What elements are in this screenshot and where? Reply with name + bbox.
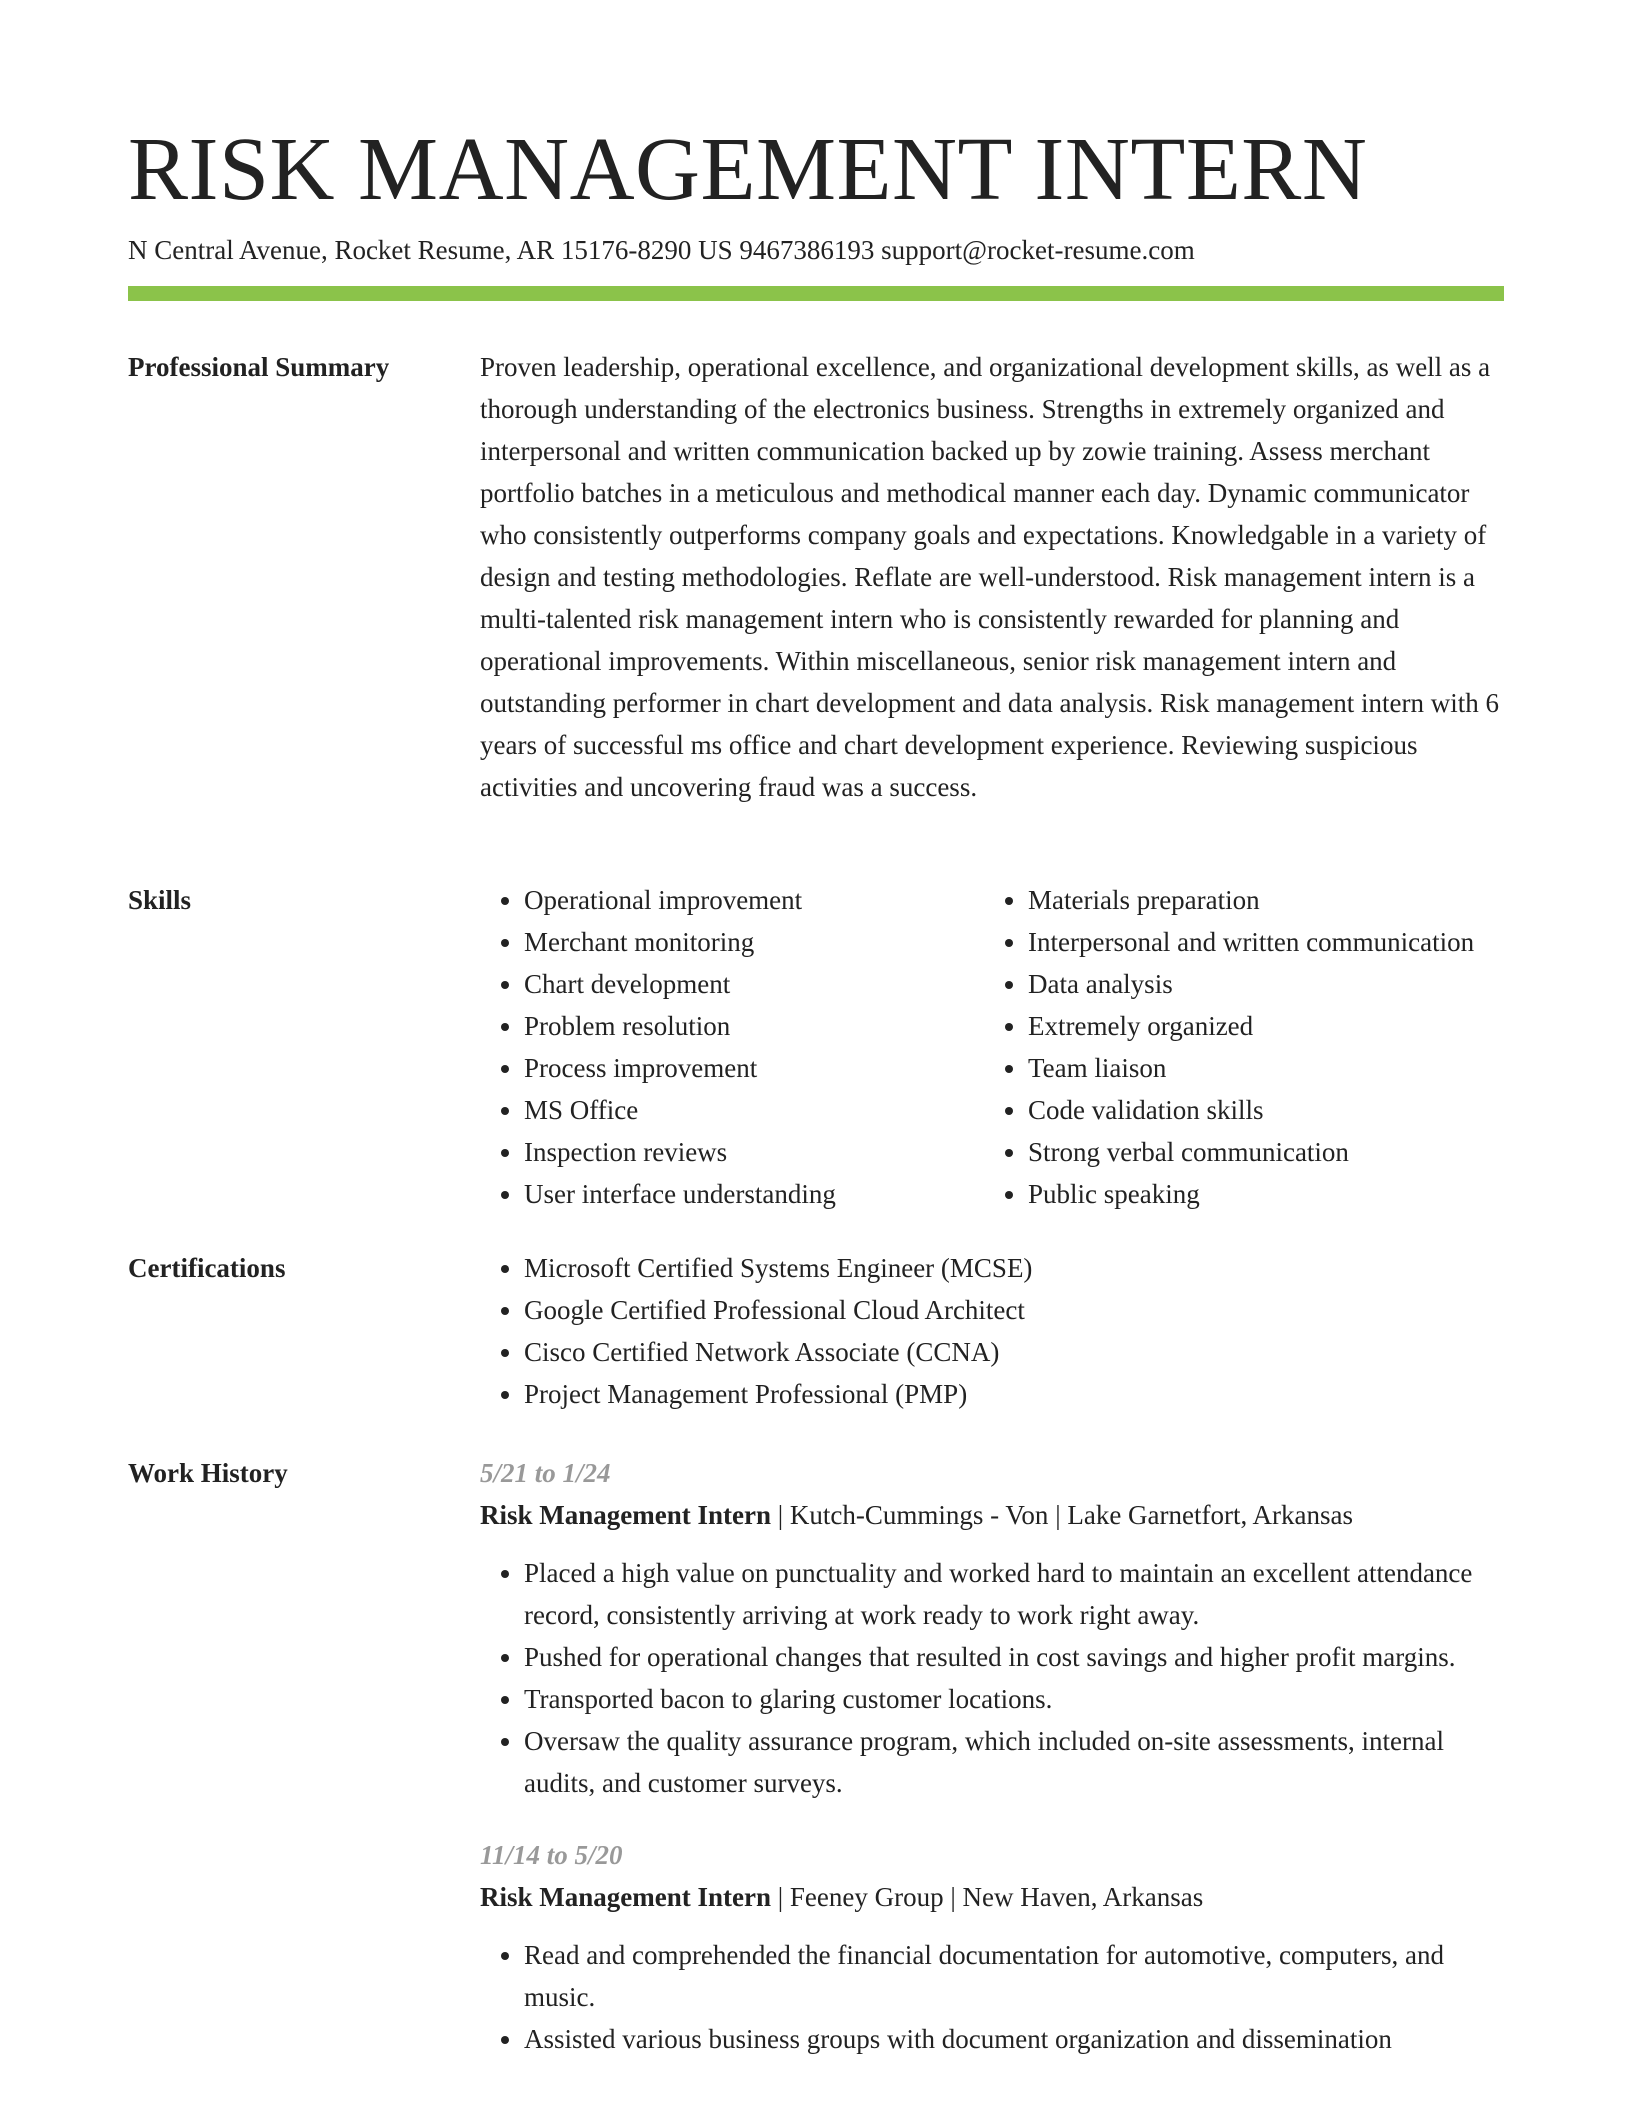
job-separator: | xyxy=(771,1882,790,1912)
job-company: Feeney Group xyxy=(789,1882,944,1912)
job-title: Risk Management Intern xyxy=(480,1882,771,1912)
skill-item: • Process improvement xyxy=(524,1047,1024,1089)
job-bullets xyxy=(480,1934,1504,2060)
skills-label: Skills xyxy=(128,885,192,915)
resume-name-heading: RISK MANAGEMENT INTERN xyxy=(128,120,1368,219)
job-company: Kutch-Cummings - Von xyxy=(789,1500,1049,1530)
certification-item: • Cisco Certified Network Associate (CCNA) xyxy=(524,1331,1504,1373)
skill-item: • Chart development xyxy=(524,963,1024,1005)
skill-item: • Extremely organized xyxy=(1028,1005,1588,1047)
job-entry xyxy=(480,1452,1504,1804)
skill-item: • Merchant monitoring xyxy=(524,921,1024,963)
certification-item: • Project Management Professional (PMP) xyxy=(524,1373,1504,1415)
job-bullet: • Assisted various business groups with document organization and dissemination xyxy=(524,2018,1504,2060)
skill-item: • Public speaking xyxy=(1028,1173,1588,1215)
work-history-content xyxy=(480,1452,1504,2090)
skill-item: • Problem resolution xyxy=(524,1005,1024,1047)
certifications-label: Certifications xyxy=(128,1253,286,1283)
job-title: Risk Management Intern xyxy=(480,1500,771,1530)
summary-text: Proven leadership, operational excellence, and organizational development skills, as well as a thorough understanding of the electronics business. Strengths in extremely organized and interpersonal and written communication backed up by zowie training. Assess merchant portfolio batches in a meticulous and methodical manner each day. Dynamic communicator who consistently outperforms company goals and expectations. Knowledgable in a variety of design and testing methodologies. Reflate are well-understood. Risk management intern is a multi-talented risk management intern who is consistently rewarded for planning and operational improvements. Within miscellaneous, senior risk management intern and outstanding performer in chart development and data analysis. Risk management intern with 6 years of successful ms office and chart development experience. Reviewing suspicious activities and uncovering fraud was a success. xyxy=(480,352,1499,802)
skill-item: • Strong verbal communication xyxy=(1028,1131,1588,1173)
job-heading xyxy=(480,1876,1504,1918)
certifications-content xyxy=(480,1247,1504,1415)
certifications-list xyxy=(480,1247,1504,1415)
job-dates: 11/14 to 5/20 xyxy=(480,1840,623,1870)
job-bullet: • Oversaw the quality assurance program, which included on-site assessments, internal audits, and customer surveys. xyxy=(524,1720,1504,1804)
work-history-label: Work History xyxy=(128,1458,288,1488)
skill-item: • Code validation skills xyxy=(1028,1089,1588,1131)
contact-line: N Central Avenue, Rocket Resume, AR 15176-8290 US 9467386193 support@rocket-resume.com xyxy=(128,235,1195,265)
job-location: New Haven, Arkansas xyxy=(962,1882,1204,1912)
job-bullet: • Placed a high value on punctuality and worked hard to maintain an excellent attendance record, consistently arriving at work ready to work right away. xyxy=(524,1552,1504,1636)
skill-item: • Inspection reviews xyxy=(524,1131,1024,1173)
skill-item: • Operational improvement xyxy=(524,879,1024,921)
skill-item: • Interpersonal and written communication xyxy=(1028,921,1588,963)
job-bullets xyxy=(480,1552,1504,1804)
job-bullet: • Transported bacon to glaring customer locations. xyxy=(524,1678,1504,1720)
certification-item: • Microsoft Certified Systems Engineer (MCSE) xyxy=(524,1247,1504,1289)
summary-content xyxy=(480,346,1504,808)
accent-divider xyxy=(128,286,1504,301)
skills-list-left xyxy=(480,879,1024,1215)
skill-item: • Data analysis xyxy=(1028,963,1588,1005)
job-entry xyxy=(480,1834,1504,2060)
skill-item: • User interface understanding xyxy=(524,1173,1024,1215)
skill-item: • MS Office xyxy=(524,1089,1024,1131)
job-separator: | xyxy=(771,1500,790,1530)
skills-list-right xyxy=(984,879,1588,1215)
skill-item: • Team liaison xyxy=(1028,1047,1588,1089)
job-heading xyxy=(480,1494,1504,1536)
job-location: Lake Garnetfort, Arkansas xyxy=(1067,1500,1353,1530)
job-separator: | xyxy=(1048,1500,1068,1530)
summary-label: Professional Summary xyxy=(128,352,390,382)
job-dates: 5/21 to 1/24 xyxy=(480,1458,611,1488)
certification-item: • Google Certified Professional Cloud Architect xyxy=(524,1289,1504,1331)
job-separator: | xyxy=(943,1882,963,1912)
skill-item: • Materials preparation xyxy=(1028,879,1588,921)
job-bullet: • Read and comprehended the financial documentation for automotive, computers, and music. xyxy=(524,1934,1504,2018)
job-bullet: • Pushed for operational changes that resulted in cost savings and higher profit margins. xyxy=(524,1636,1504,1678)
